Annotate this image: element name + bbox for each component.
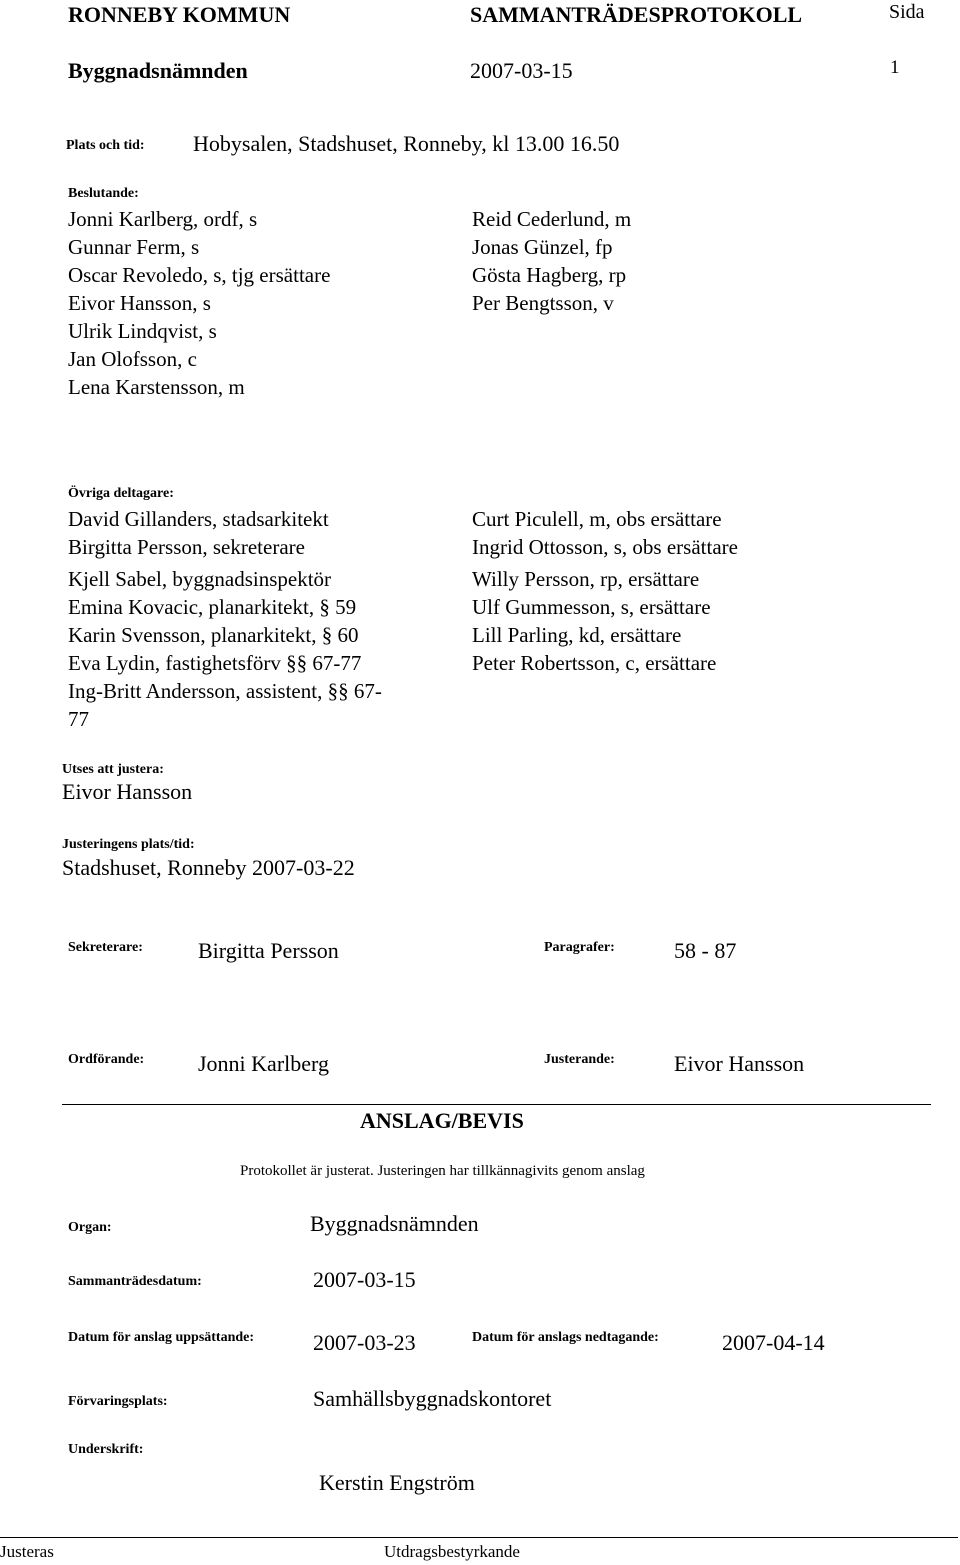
page-label: Sida (889, 1, 925, 23)
footer-left: Justeras (0, 1542, 54, 1561)
document-type: SAMMANTRÄDESPROTOKOLL (470, 2, 803, 27)
list-item: Eva Lydin, fastighetsförv §§ 67-77 (68, 651, 362, 675)
list-item: Karin Svensson, planarkitekt, § 60 (68, 623, 359, 647)
list-item: Lill Parling, kd, ersättare (472, 623, 682, 647)
list-item: Jonni Karlberg, ordf, s (68, 207, 258, 231)
list-item: Jonas Günzel, fp (472, 235, 613, 259)
others-left-list (68, 505, 382, 733)
list-item: Peter Robertsson, c, ersättare (472, 651, 717, 675)
others-label: Övriga deltagare: (68, 486, 174, 501)
list-item: Emina Kovacic, planarkitekt, § 59 (68, 595, 357, 619)
notice-title: ANSLAG/BEVIS (360, 1108, 524, 1133)
org-name: RONNEBY KOMMUN (68, 2, 291, 27)
list-item: Birgitta Persson, sekreterare (68, 535, 305, 559)
list-item: 77 (68, 707, 89, 731)
notice-text: Protokollet är justerat. Justeringen har tillkännagivits genom anslag (240, 1163, 645, 1179)
place-value: Hobysalen, Stadshuset, Ronneby, kl 13.00 16.50 (193, 131, 620, 156)
signature-label: Underskrift: (68, 1442, 144, 1457)
posted-date-label: Datum för anslag uppsättande: (68, 1330, 255, 1345)
footer-right: Utdragsbestyrkande (384, 1542, 520, 1561)
posted-date-value: 2007-03-23 (313, 1330, 416, 1355)
page-number: 1 (890, 57, 900, 78)
adjuster-label: Utses att justera: (62, 762, 164, 777)
signature-value: Kerstin Engström (319, 1470, 475, 1495)
paragraphs-label: Paragrafer: (544, 940, 615, 955)
adjuster-signature-label: Justerande: (544, 1052, 615, 1067)
meeting-date-label: Sammanträdesdatum: (68, 1274, 202, 1289)
list-item: Kjell Sabel, byggnadsinspektör (68, 567, 332, 591)
list-item: Reid Cederlund, m (472, 207, 632, 231)
removed-date-label: Datum för anslags nedtagande: (472, 1330, 659, 1345)
paragraphs-value: 58 - 87 (674, 938, 737, 963)
storage-label: Förvaringsplats: (68, 1394, 168, 1409)
chair-label: Ordförande: (68, 1052, 145, 1067)
committee-name: Byggnadsnämnden (68, 58, 248, 83)
others-right-list (472, 505, 738, 677)
list-item: Per Bengtsson, v (472, 291, 614, 315)
meeting-date-value: 2007-03-15 (313, 1267, 416, 1292)
list-item: Curt Piculell, m, obs ersättare (472, 507, 722, 531)
list-item: Gösta Hagberg, rp (472, 263, 627, 287)
list-item: David Gillanders, stadsarkitekt (68, 507, 329, 531)
list-item: Lena Karstensson, m (68, 375, 245, 399)
adjust-place-label: Justeringens plats/tid: (62, 837, 195, 852)
removed-date-value: 2007-04-14 (722, 1330, 825, 1355)
list-item: Ulf Gummesson, s, ersättare (472, 595, 711, 619)
list-item: Willy Persson, rp, ersättare (472, 567, 700, 591)
secretary-value: Birgitta Persson (198, 938, 339, 963)
chair-value: Jonni Karlberg (198, 1051, 329, 1076)
adjust-place-value: Stadshuset, Ronneby 2007-03-22 (62, 855, 355, 880)
organ-value: Byggnadsnämnden (310, 1211, 479, 1236)
adjuster-value: Eivor Hansson (62, 779, 193, 804)
list-item: Gunnar Ferm, s (68, 235, 200, 259)
footer-divider (0, 1537, 958, 1538)
deciding-right-list (472, 205, 631, 317)
list-item: Ingrid Ottosson, s, obs ersättare (472, 535, 738, 559)
place-label: Plats och tid: (66, 138, 145, 153)
section-divider (62, 1104, 931, 1105)
organ-label: Organ: (68, 1220, 112, 1235)
storage-value: Samhällsbyggnadskontoret (313, 1386, 552, 1411)
list-item: Ing-Britt Andersson, assistent, §§ 67- (68, 679, 382, 703)
meeting-date: 2007-03-15 (470, 58, 573, 83)
deciding-left-list (68, 205, 330, 401)
list-item: Jan Olofsson, c (68, 347, 197, 371)
adjuster-signature-value: Eivor Hansson (674, 1051, 805, 1076)
list-item: Eivor Hansson, s (68, 291, 211, 315)
list-item: Ulrik Lindqvist, s (68, 319, 217, 343)
list-item: Oscar Revoledo, s, tjg ersättare (68, 263, 331, 287)
secretary-label: Sekreterare: (68, 940, 143, 955)
deciding-label: Beslutande: (68, 186, 139, 201)
